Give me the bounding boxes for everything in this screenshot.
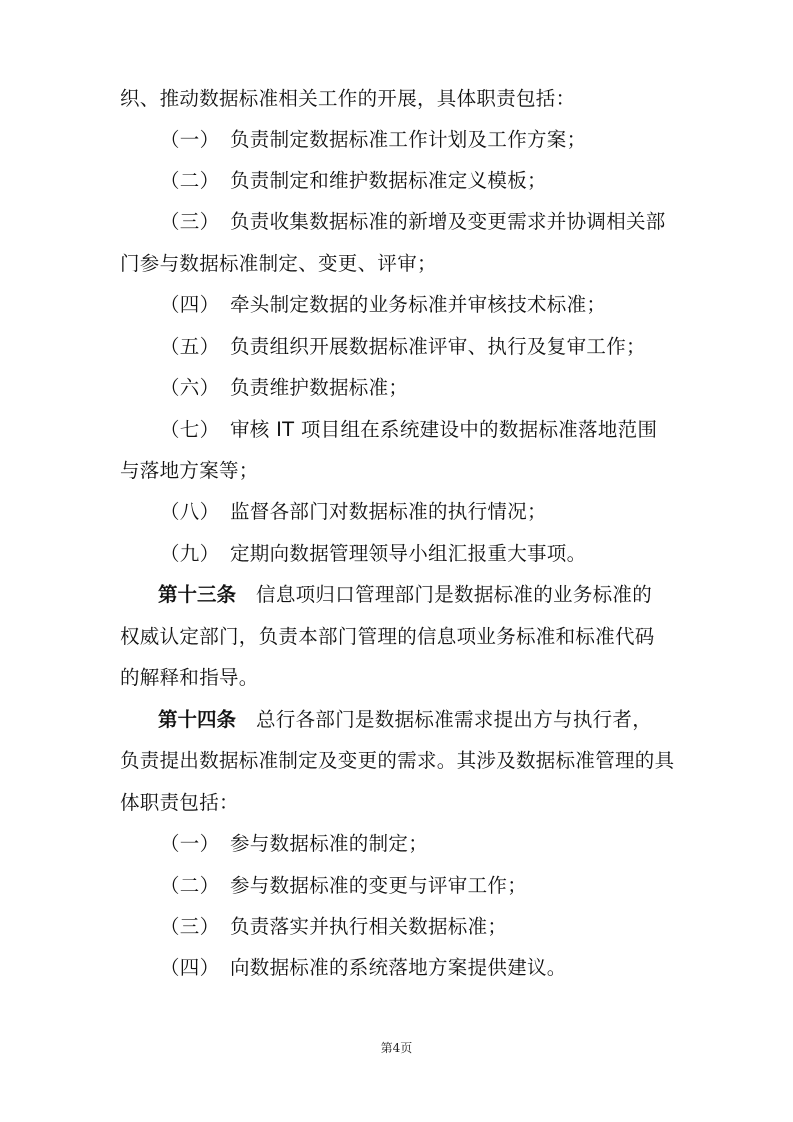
text-line (120, 623, 655, 651)
article-label: 第十四条 (158, 708, 237, 731)
text-line (120, 85, 575, 113)
item-number: （六） (160, 376, 220, 399)
list-item (160, 374, 408, 402)
article-line (158, 706, 652, 734)
item-text: 负责制定数据标准工作计划及工作方案； (230, 128, 587, 151)
item-number: （二） (160, 874, 220, 897)
list-item (160, 913, 507, 941)
line-text: 织、推动数据标准相关工作的开展，具体职责包括： (120, 87, 576, 110)
item-text: 参与数据标准的变更与评审工作； (230, 874, 528, 897)
item-number: （八） (160, 500, 220, 523)
list-item (160, 498, 547, 526)
list-item (160, 872, 527, 900)
text-line (120, 789, 239, 817)
article-line (158, 581, 652, 609)
line-text: 的解释和指导。 (120, 666, 259, 689)
text-line (120, 457, 259, 485)
line-text: 权威认定部门，负责本部门管理的信息项业务标准和标准代码 (120, 625, 655, 648)
item-text: 负责组织开展数据标准评审、执行及复审工作； (230, 335, 646, 358)
item-number: （一） (160, 128, 220, 151)
list-item (160, 167, 547, 195)
item-text: 参与数据标准的制定； (230, 832, 429, 855)
list-item (160, 830, 428, 858)
item-number: （九） (160, 542, 220, 565)
item-number: （四） (160, 293, 220, 316)
article-text: 总行各部门是数据标准需求提出方与执行者， (256, 708, 653, 731)
item-text: 负责制定和维护数据标准定义模板； (230, 169, 547, 192)
item-number: （四） (160, 956, 220, 979)
list-item (160, 333, 646, 361)
item-number: （二） (160, 169, 220, 192)
text-line (120, 747, 674, 775)
line-text: 门参与数据标准制定、变更、评审； (120, 252, 437, 275)
item-number: （五） (160, 335, 220, 358)
article-text: 信息项归口管理部门是数据标准的业务标准的 (256, 583, 653, 606)
item-text: 牵头制定数据的业务标准并审核技术标准； (230, 293, 607, 316)
text-line (120, 250, 437, 278)
list-item (160, 416, 657, 444)
item-number: （一） (160, 832, 220, 855)
text-line (120, 664, 259, 692)
line-text: 体职责包括： (120, 791, 239, 814)
item-text: 负责落实并执行相关数据标准； (230, 915, 508, 938)
list-item (160, 540, 586, 568)
item-number: （三） (160, 210, 220, 233)
item-text: 监督各部门对数据标准的执行情况； (230, 500, 547, 523)
article-label: 第十三条 (158, 583, 237, 606)
item-number: （七） (160, 418, 220, 441)
item-text: 向数据标准的系统落地方案提供建议。 (230, 956, 567, 979)
list-item (160, 291, 606, 319)
line-text: 负责提出数据标准制定及变更的需求。其涉及数据标准管理的具 (120, 749, 675, 772)
item-number: （三） (160, 915, 220, 938)
list-item (160, 126, 586, 154)
list-item (160, 954, 567, 982)
item-text: 定期向数据管理领导小组汇报重大事项。 (230, 542, 587, 565)
item-text: 审核 IT 项目组在系统建设中的数据标准落地范围 (230, 418, 658, 441)
item-text: 负责维护数据标准； (230, 376, 409, 399)
line-text: 与落地方案等； (120, 459, 259, 482)
list-item (160, 208, 666, 236)
item-text: 负责收集数据标准的新增及变更需求并协调相关部 (230, 210, 666, 233)
page-number: 第4页 (380, 1041, 413, 1055)
